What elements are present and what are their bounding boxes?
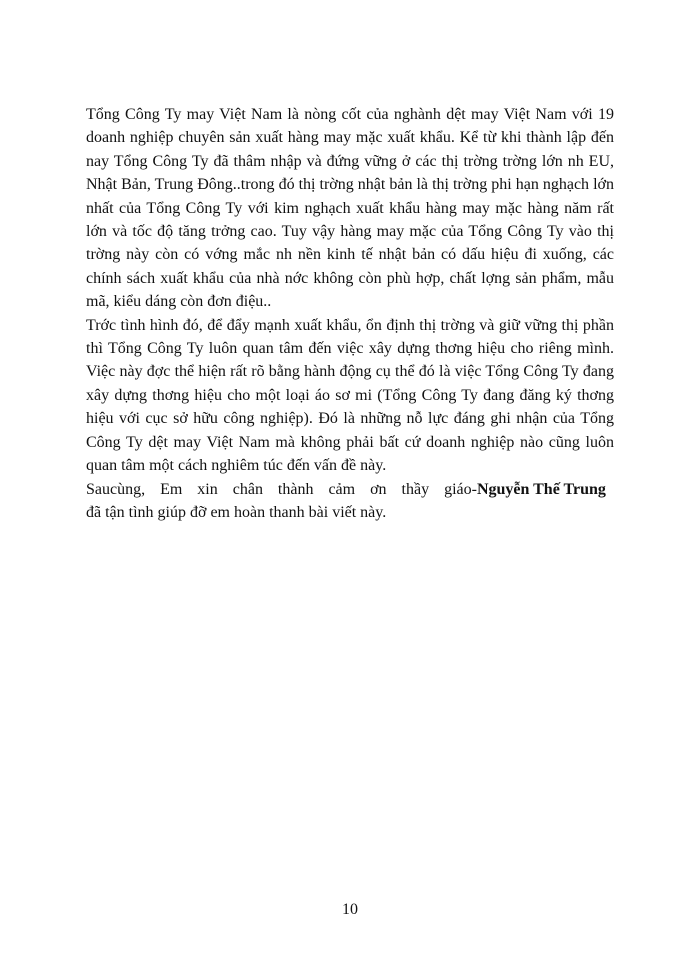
teacher-name: Nguyễn Thế Trung — [476, 480, 606, 498]
ack-word: chân — [232, 480, 263, 498]
body-text — [86, 103, 614, 524]
ack-word: giáo- — [444, 480, 477, 498]
acknowledgement — [86, 478, 614, 525]
acknowledgement-line-1 — [86, 478, 606, 501]
ack-word: cảm — [328, 480, 356, 498]
ack-word: xin — [197, 480, 218, 498]
ack-word: Em — [160, 480, 183, 498]
paragraph-2: Trớc tình hình đó, để đẩy mạnh xuất khẩu, ổn định thị trờng và giữ vững thị phần thì Tổng Công Ty luôn quan tâm đến việc xây dựng thơng hiệu cho riêng mình. Việc này đợc thể hiện rất rõ bằng hành động cụ thể đó là việc Tổng Công Ty đang xây dựng thơng hiệu cho một loại áo sơ mi (Tổng Công Ty đang đăng ký thơng hiệu với cục sở hữu công nghiệp). Đó là những nỗ lực đáng ghi nhận của Tổng Công Ty dệt may Việt Nam mà không phải bất cứ doanh nghiệp nào cũng luôn quan tâm một cách nghiêm túc đến vấn đề này. — [86, 316, 614, 475]
paragraph-1: Tổng Công Ty may Việt Nam là nòng cốt của nghành dệt may Việt Nam với 19 doanh nghiệp chuyên sản xuất hàng may mặc xuất khẩu. Kể từ khi thành lập đến nay Tổng Công Ty đã thâm nhập và đứng vững ở các thị trờng trờng lớn nh EU, Nhật Bản, Trung Đông..trong đó thị trờng nhật bản là thị trờng phi hạn nghạch lớn nhất của Tổng Công Ty với kim nghạch xuất khẩu hàng may mặc hàng năm rất lớn và tốc độ tăng trởng cao. Tuy vậy hàng may mặc của Tổng Công Ty vào thị trờng này còn có vớng mắc nh nền kinh tế nhật bản có dấu hiệu đi xuống, các chính sách xuất khẩu của nhà nớc không còn phù hợp, chất lợng sản phẩm, mẫu mã, kiểu dáng còn đơn điệu.. — [86, 106, 614, 311]
ack-word: thầy — [401, 480, 430, 498]
ack-word: ơn — [370, 480, 387, 498]
ack-word: thành — [277, 480, 314, 498]
ack-teacher — [444, 478, 606, 501]
page-number: 10 — [342, 901, 358, 918]
acknowledgement-line-2: đã tận tình giúp đỡ em hoàn thanh bài viết này. — [86, 503, 387, 521]
ack-word: Saucùng, — [86, 480, 146, 498]
